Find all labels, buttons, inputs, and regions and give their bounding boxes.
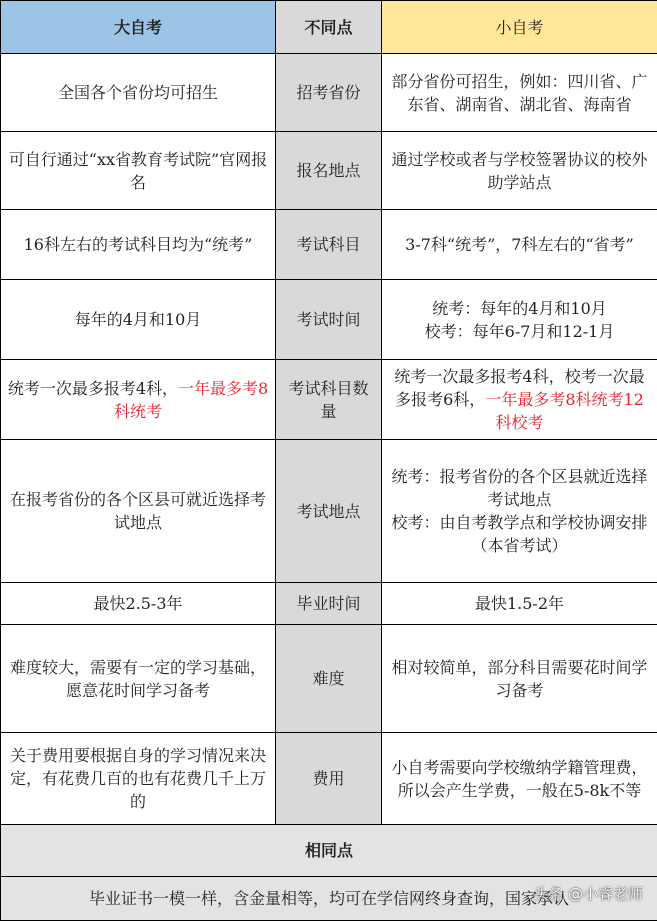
- same-points-title: 相同点: [1, 825, 657, 877]
- left-text-normal: 统考一次最多报考4科，: [8, 379, 178, 398]
- row-category-cell: 费用: [276, 733, 382, 825]
- table-row: [1, 440, 657, 583]
- header-big-self-exam: 大自考: [1, 1, 276, 54]
- table-row: [1, 280, 657, 360]
- row-left-cell: 最快2.5-3年: [1, 583, 276, 625]
- right-line-unified-exam: 统考：每年的4月和10月: [388, 297, 651, 320]
- row-left-cell: [1, 360, 276, 440]
- row-right-cell: 通过学校或者与学校签署协议的校外助学站点: [382, 132, 657, 210]
- row-right-cell: [382, 360, 657, 440]
- same-points-text: 毕业证书一模一样，含金量相等，均可在学信网终身查询，国家承认: [1, 877, 657, 921]
- row-category-cell: 考试地点: [276, 440, 382, 583]
- row-left-cell: 全国各个省份均可招生: [1, 54, 276, 132]
- header-differences: 不同点: [276, 1, 382, 54]
- left-text-highlight: 一年最多考8科统考: [114, 379, 268, 421]
- row-category-cell: 考试时间: [276, 280, 382, 360]
- row-right-cell: 最快1.5-2年: [382, 583, 657, 625]
- row-category-cell: 考试科目数量: [276, 360, 382, 440]
- row-left-cell: 关于费用要根据自身的学习情况来决定，有花费几百的也有花费几千上万的: [1, 733, 276, 825]
- table-row: [1, 54, 657, 132]
- row-right-cell: 部分省份可招生，例如：四川省、广东省、湖南省、湖北省、海南省: [382, 54, 657, 132]
- row-category-cell: 报名地点: [276, 132, 382, 210]
- row-left-cell: 难度较大，需要有一定的学习基础，愿意花时间学习备考: [1, 625, 276, 733]
- row-right-cell: 相对较简单，部分科目需要花时间学习备考: [382, 625, 657, 733]
- row-left-cell: 可自行通过“xx省教育考试院”官网报名: [1, 132, 276, 210]
- watermark: 头条 @小睿老师: [533, 883, 643, 904]
- table-row: [1, 583, 657, 625]
- table-row: [1, 360, 657, 440]
- row-category-cell: 招考省份: [276, 54, 382, 132]
- same-points-header-row: [1, 825, 657, 877]
- right-line-unified-exam: 统考：报考省份的各个区县就近选择考试地点: [388, 465, 651, 511]
- right-text-highlight: 一年最多考8科统考12科校考: [485, 390, 644, 432]
- header-small-self-exam: 小自考: [382, 1, 657, 54]
- row-category-cell: 难度: [276, 625, 382, 733]
- row-left-cell: 每年的4月和10月: [1, 280, 276, 360]
- row-category-cell: 考试科目: [276, 210, 382, 280]
- table-row: [1, 210, 657, 280]
- right-text-normal: 统考一次最多报考4科，校考一次最多报考6科，: [394, 367, 644, 409]
- row-left-cell: 在报考省份的各个区县可就近选择考试地点: [1, 440, 276, 583]
- table-row: [1, 132, 657, 210]
- table-header-row: [1, 1, 657, 54]
- row-right-cell: [382, 280, 657, 360]
- row-right-cell: [382, 440, 657, 583]
- row-category-cell: 毕业时间: [276, 583, 382, 625]
- table-row: [1, 733, 657, 825]
- right-line-school-exam: 校考：每年6-7月和12-1月: [388, 320, 651, 343]
- table-row: [1, 625, 657, 733]
- right-line-school-exam: 校考：由自考教学点和学校协调安排（本省考试）: [388, 511, 651, 557]
- row-left-cell: 16科左右的考试科目均为“统考”: [1, 210, 276, 280]
- row-right-cell: 3-7科“统考”，7科左右的“省考”: [382, 210, 657, 280]
- row-right-cell: 小自考需要向学校缴纳学籍管理费，所以会产生学费，一般在5-8k不等: [382, 733, 657, 825]
